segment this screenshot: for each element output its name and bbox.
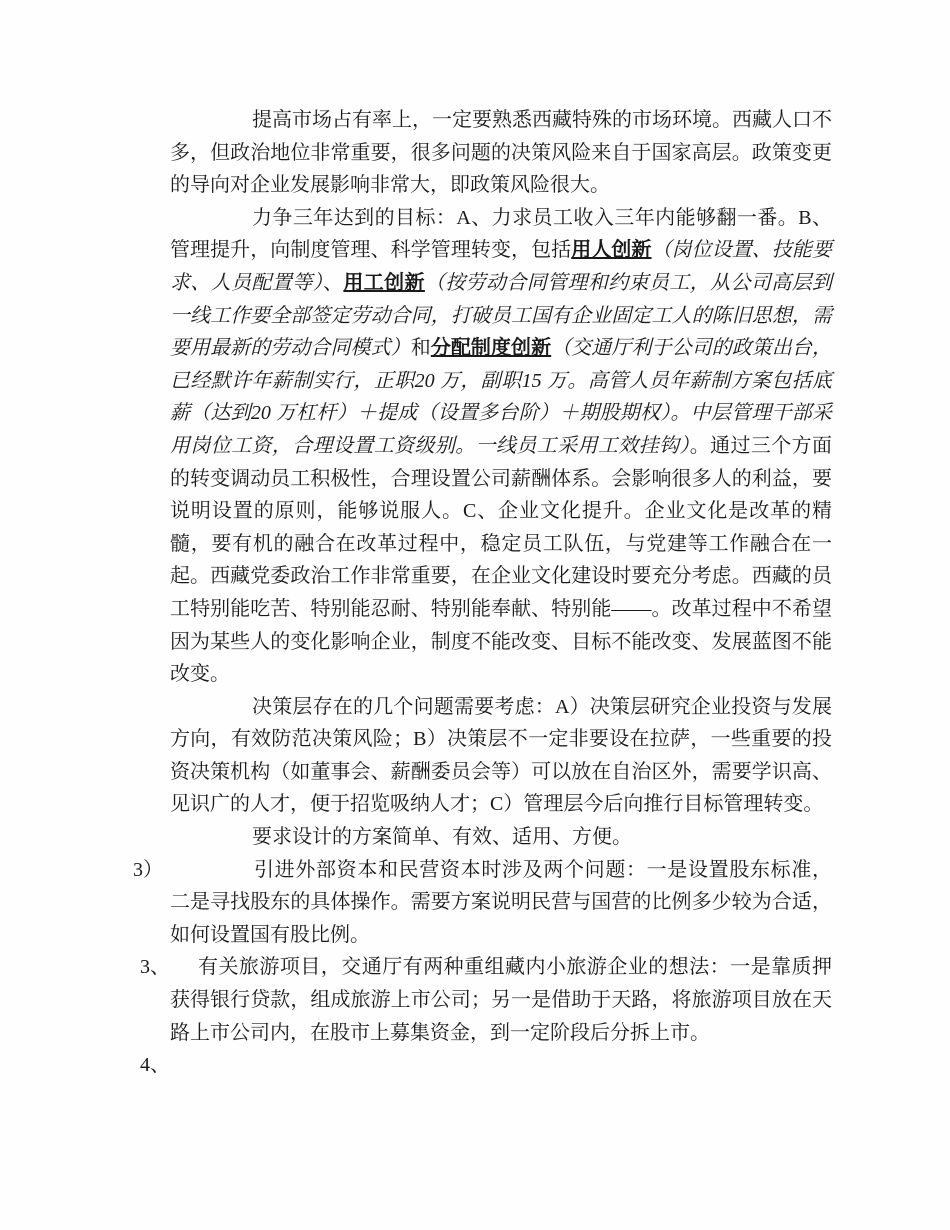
list-number: 3、 <box>140 956 170 979</box>
document-body <box>133 104 832 1082</box>
paragraph-design-requirements <box>170 821 832 854</box>
list-number: 3） <box>133 858 163 881</box>
text-run: 要求设计的方案简单、有效、适用、方便。 <box>252 826 632 849</box>
paragraph-market-environment <box>170 104 832 202</box>
text-run: 。通过三个方面的转变调动员工积极性，合理设置公司薪酬体系。会影响很多人的利益，要说明设置的原则，能够说服人。C、企业文化提升。企业文化是改革的精髓，要有机的融合在改革过程中，稳定员工队伍，与党建等工作融合在一起。西藏党委政治工作非常重要，在企业文化建设时要充分考虑。西藏的员工特别能吃苦、特别能忍耐、特别能奉献、特别能――。改革过程中不希望因为某些人的变化影响企业，制度不能改变、目标不能改变、发展蓝图不能改变。 <box>170 434 832 686</box>
list-number: 4、 <box>140 1054 170 1077</box>
list-item-text <box>170 956 832 1043</box>
annotation-italic: （交通厅利于公司的政策出台，已经默许年薪制实行，正职20 万，副职15 万。高管人员年薪制方案包括底薪（达到20 万杠杆）＋提成（设置多台阶）＋期股期权）。中层管理干部采用岗位工资，合理设置工资级别。一线员工采用工效挂钩） <box>170 337 832 457</box>
emphasis-bold-underline: 用工创新 <box>343 271 425 294</box>
list-item-text <box>170 859 832 946</box>
paragraph-three-year-goals <box>170 202 832 691</box>
paragraph-decision-layer-issues <box>170 691 832 821</box>
annotation-italic: （岗位设置、技能要求、人员配置等） <box>170 239 832 294</box>
annotation-italic: （按劳动合同管理和约束员工，从公司高层到一线工作要全部签定劳动合同，打破员工国有企业固定工人的陈旧思想，需要用最新的劳动合同模式） <box>170 271 832 360</box>
emphasis-bold-underline: 用人创新 <box>571 239 652 262</box>
list-item-3-tourism <box>140 951 832 1049</box>
text-run: 决策层存在的几个问题需要考虑：A）决策层研究企业投资与发展方向，有效防范决策风险；B）决策层不一定非要设在拉萨，一些重要的投资决策机构（如董事会、薪酬委员会等）可以放在自治区外，需要学识高、见识广的人才，便于招览吸纳人才；C）管理层今后向推行目标管理转变。 <box>170 695 832 816</box>
text-run: 、 <box>323 271 344 294</box>
emphasis-bold-underline: 分配制度创新 <box>430 337 552 360</box>
text-run: 力争三年达到的目标：A、力求员工收入三年内能够翻一番。B、管理提升，向制度管理、科学管理转变，包括 <box>170 206 832 262</box>
text-run: 提高市场占有率上，一定要熟悉西藏特殊的市场环境。西藏人口不多，但政治地位非常重要，很多问题的决策风险来自于国家高层。政策变更的导向对企业发展影响非常大，即政策风险很大。 <box>170 109 832 197</box>
text-run: 引进外部资本和民营资本时涉及两个问题：一是设置股东标准，二是寻找股东的具体操作。需要方案说明民营与国营的比例多少较为合适，如何设置国有股比例。 <box>170 858 832 946</box>
text-run: 和 <box>410 337 431 360</box>
list-item-4-empty <box>140 1049 832 1082</box>
list-item-3-paren <box>133 854 832 952</box>
text-run: 有关旅游项目，交通厅有两种重组藏内小旅游企业的想法：一是靠质押获得银行贷款，组成旅游上市公司；另一是借助于天路，将旅游项目放在天路上市公司内，在股市上募集资金，到一定阶段后分拆上市。 <box>170 956 832 1044</box>
